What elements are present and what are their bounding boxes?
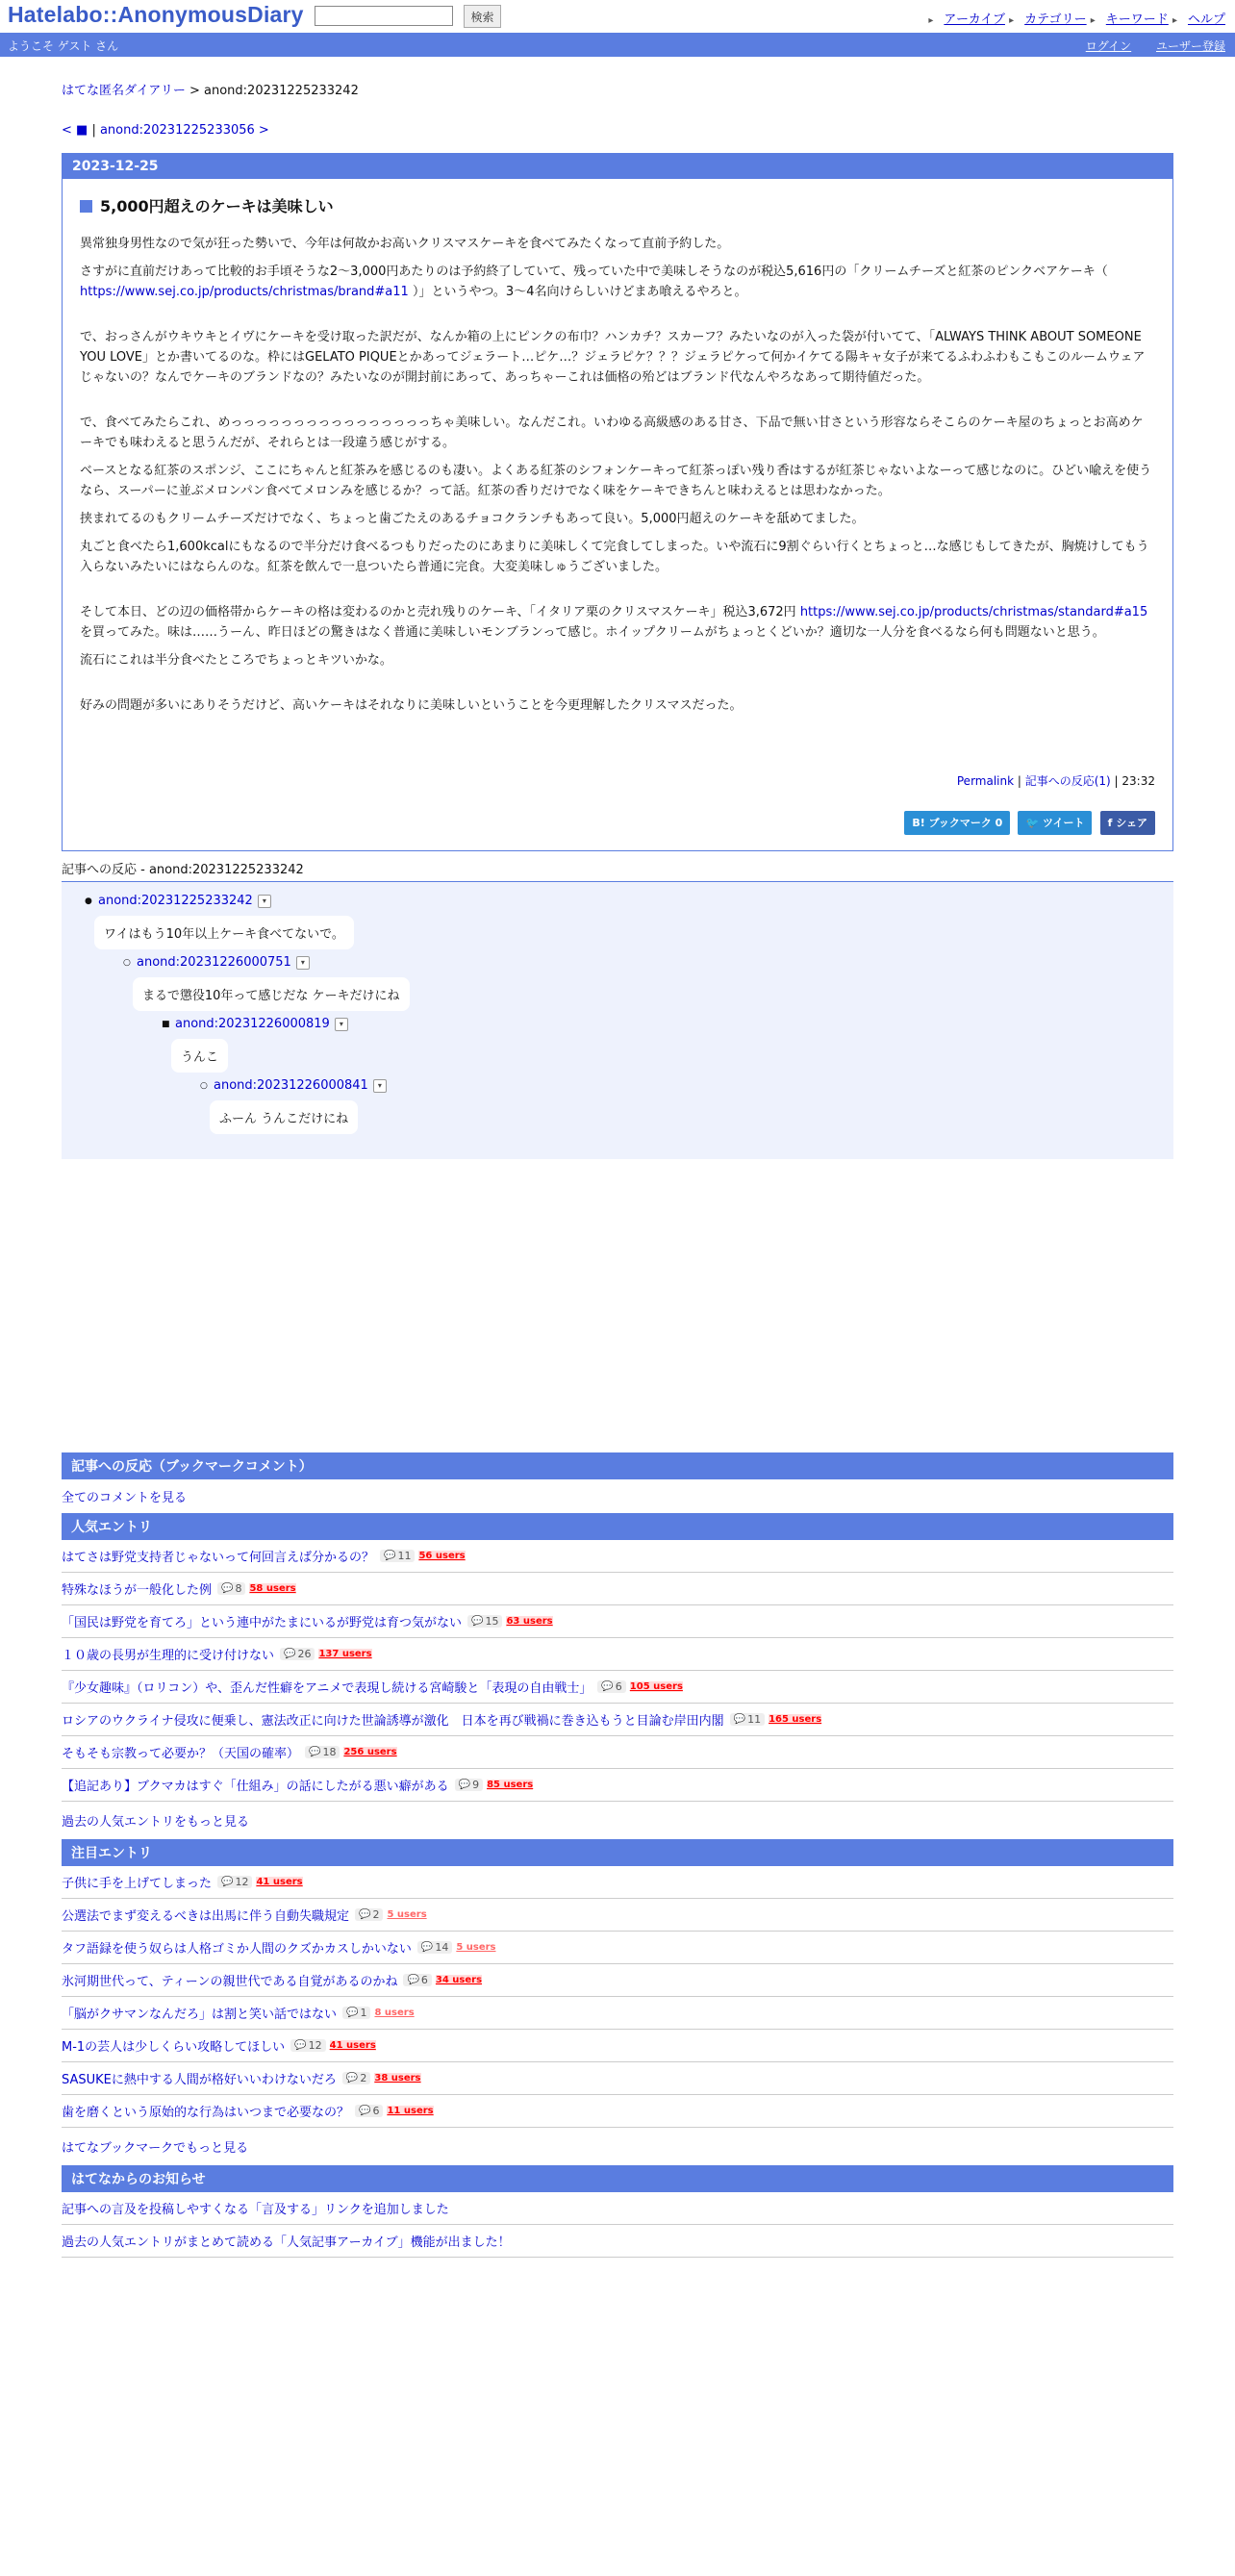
entry-paragraph: 異常独身男性なので気が狂った勢いで、今年は何故かお高いクリスマスケーキを食べてみたくなって直前予約した。 (80, 237, 730, 251)
twitter-icon: 🐦 (1025, 817, 1043, 829)
top-nav (928, 9, 1225, 27)
comment-count[interactable] (217, 1876, 252, 1888)
entry-row (62, 2030, 1173, 2062)
news-row (62, 2225, 1173, 2258)
comment-icon: 💬 (471, 1616, 484, 1627)
entry-paragraph: 挟まれてるのもクリームチーズだけでなく、ちょっと歯ごたえのあるチョコクランチもあって良い。5,000円超えのケーキを舐めてました。 (80, 512, 865, 526)
entry-title (80, 196, 1155, 216)
comment-count-value: 11 (747, 1713, 762, 1726)
popular-more-link[interactable]: 過去の人気エントリをもっと見る (62, 1815, 250, 1830)
pager-separator: | (88, 123, 100, 138)
reaction-tree (62, 882, 1173, 1159)
reaction-text: ふーん うんこだけにね (210, 1100, 358, 1134)
entry-url-link[interactable]: https://www.sej.co.jp/products/christmas/brand#a11 (80, 285, 409, 299)
entry-pager (62, 123, 1173, 138)
entry-paragraph: さすがに直前だけあって比較的お手頃そうな2〜3,000円あたりのは予約終了していて、残っていた中で美味しそうなのが税込5,616円の「クリームチーズと紅茶のピンクベアケーキ（ https://www.sej.co.jp/products/christmas/brand#a11 ）」というやつ。3〜4名向けらしいけどまあ喰えるやろと。 (80, 265, 1108, 299)
bookmark-users-count[interactable]: 5 users (387, 1909, 427, 1920)
news-list (62, 2192, 1173, 2258)
reactions-count-link[interactable]: 記事への反応(1) (1024, 774, 1111, 788)
news-link[interactable]: 記事への言及を投稿しやすくなる「言及する」リンクを追加しました (62, 2203, 449, 2217)
bookmark-users-count[interactable]: 85 users (487, 1780, 534, 1790)
comment-icon: 💬 (458, 1780, 471, 1790)
entry-time: 23:32 (1122, 774, 1155, 788)
entry-paragraph: で、食べてみたらこれ、めっっっっっっっっっっっっっっっっちゃ美味しい。なんだこれ。いわゆる高級感のある甘さ、下品で無い甘さという形容ならそこらのケーキ屋のちょっとお高めケーキでも味わえると思うんだが、それらとは一段違う感じがする。 (80, 416, 1144, 450)
arrow-icon: ▸ (1090, 15, 1096, 26)
comment-count[interactable] (380, 1550, 415, 1562)
expand-toggle-icon[interactable]: ▾ (373, 1079, 387, 1093)
comment-count[interactable] (217, 1582, 245, 1595)
breadcrumb (62, 80, 1173, 98)
comment-icon: 💬 (309, 1747, 321, 1757)
comment-count[interactable] (597, 1680, 625, 1693)
entry-title-link[interactable]: 「脳がクサマンなんだろ」は割と笑い話ではない (62, 2008, 338, 2022)
entry-row (62, 1866, 1173, 1899)
nav-archive[interactable]: アーカイブ (944, 13, 1005, 27)
main-content (62, 57, 1173, 2258)
entry-text (80, 234, 1155, 716)
reaction-node (162, 1017, 1173, 1078)
facebook-share-button[interactable] (1100, 811, 1155, 835)
comment-icon: 💬 (359, 2106, 371, 2116)
comment-icon: 💬 (384, 1551, 396, 1561)
popular-list (62, 1540, 1173, 1802)
comment-count-value: 6 (615, 1680, 622, 1693)
comment-count-value: 1 (360, 2007, 367, 2019)
entry-title-link[interactable]: そもそも宗教って必要か？（天国の確率） (62, 1747, 300, 1761)
breadcrumb-separator: > (185, 84, 205, 98)
paragraph-spacer (80, 585, 1155, 602)
entry-row (62, 1671, 1173, 1704)
comment-count-value: 26 (297, 1648, 312, 1660)
bullet-icon: ● (85, 896, 92, 906)
fb-label: シェア (1116, 817, 1147, 829)
bookmark-users-count[interactable]: 58 users (249, 1583, 296, 1594)
reaction-node-head (162, 1017, 1173, 1031)
all-comments-row (62, 1479, 1173, 1513)
comment-count[interactable] (730, 1713, 765, 1726)
comment-icon: 💬 (221, 1877, 234, 1887)
comment-count-value: 6 (372, 2105, 380, 2117)
entry-row (62, 1573, 1173, 1605)
nav-help[interactable]: ヘルプ (1187, 13, 1225, 27)
popular-heading: 人気エントリ (62, 1513, 1173, 1540)
news-link[interactable]: 過去の人気エントリがまとめて読める「人気記事アーカイブ」機能が出ました！ (62, 2235, 511, 2250)
comment-count[interactable] (403, 1974, 431, 1986)
entry-title-link[interactable]: 子供に手を上げてしまった (62, 1877, 213, 1891)
paragraph-spacer (80, 395, 1155, 413)
entry-row (62, 1704, 1173, 1736)
comment-count[interactable] (467, 1615, 502, 1628)
bookmark-users-count[interactable]: 41 users (256, 1877, 303, 1887)
paragraph-spacer (80, 310, 1155, 327)
entry-row (62, 2062, 1173, 2095)
tweet-button[interactable] (1018, 811, 1092, 835)
comment-count-value: 8 (235, 1582, 242, 1595)
expand-toggle-icon[interactable]: ▾ (258, 895, 271, 908)
entry-title-link[interactable]: M-1の芸人は少しくらい攻略してほしい (62, 2040, 286, 2055)
news-row (62, 2192, 1173, 2225)
reaction-text: ワイはもう10年以上ケーキ食べてないで。 (94, 916, 354, 949)
arrow-icon: ▸ (1009, 15, 1015, 26)
all-comments-link[interactable]: 全てのコメントを見る (62, 1491, 188, 1505)
arrow-icon: ▸ (928, 15, 934, 26)
reaction-id-link[interactable]: anond:20231226000751 (137, 955, 291, 970)
expand-toggle-icon[interactable]: ▾ (296, 956, 310, 970)
entry-title-link[interactable]: 公選法でまず変えるべきは出馬に伴う自動失職規定 (62, 1909, 350, 1924)
comment-count[interactable] (342, 2072, 370, 2084)
entry-title-link[interactable]: １０歳の長男が生理的に受け付けない (62, 1649, 275, 1663)
entry-title-link[interactable]: 氷河期世代って、ティーンの親世代である自覚があるのかね (62, 1975, 398, 1989)
entry-title-text: 5,000円超えのケーキは美味しい (100, 197, 334, 215)
entry-row (62, 1997, 1173, 2030)
reaction-text: うんこ (171, 1039, 228, 1073)
comment-count[interactable] (417, 1941, 452, 1954)
prev-entry-link[interactable]: < ■ (62, 123, 88, 138)
reaction-node-head (200, 1078, 1173, 1093)
bookmark-users-count[interactable]: 8 users (374, 2008, 415, 2018)
entry-paragraph: そして本日、どの辺の価格帯からケーキの格は変わるのかと売れ残りのケーキ、「イタリア栗のクリスマスケーキ」税込3,672円 https://www.sej.co.jp/products/christmas/standard#a15 を買ってみた。味は……うーん、昨日ほどの驚きはなく普通に美味しいモンブランって感じ。ホイップクリームがちょっとくどいか？適切な一人分を食べるなら何も問題ないと思う。 (80, 605, 1148, 640)
reaction-id-link[interactable]: anond:20231225233242 (98, 894, 253, 908)
reaction-id-link[interactable]: anond:20231226000841 (214, 1078, 368, 1093)
entry-title-link[interactable]: 『少女趣味』（ロリコン）や、歪んだ性癖をアニメで表現し続ける宮崎駿と「表現の自由戦士」 (62, 1681, 592, 1696)
comment-count-value: 15 (485, 1615, 499, 1628)
bookmark-users-count[interactable]: 105 users (629, 1681, 683, 1692)
entry-row (62, 1932, 1173, 1964)
nav-keyword[interactable]: キーワード (1105, 13, 1169, 27)
entry-body (63, 179, 1172, 850)
notable-heading: 注目エントリ (62, 1839, 1173, 1866)
bullet-icon: ○ (200, 1080, 208, 1091)
reaction-node-head (85, 894, 1173, 908)
reaction-node (200, 1078, 1173, 1140)
entry-row (62, 1605, 1173, 1638)
entry-row (62, 1769, 1173, 1802)
news-heading: はてなからのお知らせ (62, 2165, 1173, 2192)
entry-row (62, 1540, 1173, 1573)
expand-toggle-icon[interactable]: ▾ (335, 1018, 348, 1031)
site-logo[interactable]: Hatelabo::AnonymousDiary (8, 2, 304, 27)
notable-more-link[interactable]: はてなブックマークでもっと見る (62, 2141, 249, 2156)
comment-count-value: 11 (397, 1550, 412, 1562)
comment-count[interactable] (305, 1746, 340, 1758)
paragraph-spacer (80, 678, 1155, 695)
breadcrumb-root-link[interactable]: はてな匿名ダイアリー (62, 84, 186, 98)
entry-row (62, 1638, 1173, 1671)
entry-row (62, 2095, 1173, 2128)
comment-icon: 💬 (733, 1714, 746, 1725)
comment-icon: 💬 (221, 1583, 234, 1594)
login-link[interactable]: ログイン (1085, 39, 1132, 53)
user-bar (0, 33, 1235, 57)
comment-count[interactable] (355, 2105, 383, 2117)
entry-paragraph: ベースとなる紅茶のスポンジ、ここにちゃんと紅茶みを感じるのも凄い。よくある紅茶のシフォンケーキって紅茶っぽい残り香はするが紅茶じゃないよなーって感じなのに。ひどい喩えを使うなら、スーパーに並ぶメロンパン食べてメロンみを感じるか？って話。紅茶の香りだけでなく味をケーキできちんと味わえるとは思わなかった。 (80, 464, 1152, 498)
bookmark-users-count[interactable]: 165 users (769, 1714, 822, 1725)
bookmark-users-count[interactable]: 63 users (506, 1616, 553, 1627)
entry-title-link[interactable]: 特殊なほうが一般化した例 (62, 1583, 213, 1598)
reaction-node (123, 955, 1173, 1017)
comment-icon: 💬 (420, 1942, 434, 1953)
bookmark-users-count[interactable]: 137 users (318, 1649, 372, 1659)
bookmark-users-count[interactable]: 56 users (418, 1551, 466, 1561)
notable-more-row (62, 2128, 1173, 2165)
entry-row (62, 1736, 1173, 1769)
comment-count-value: 2 (372, 1908, 380, 1921)
comment-icon: 💬 (601, 1681, 614, 1692)
bookmark-users-count[interactable]: 38 users (374, 2073, 421, 2084)
welcome-text: ようこそ ゲスト さん (8, 39, 119, 53)
entry-title-link[interactable]: タフ語録を使う奴らは人格ゴミか人間のクズかカスしかいない (62, 1942, 412, 1957)
popular-more-row (62, 1802, 1173, 1839)
comment-icon: 💬 (294, 2040, 307, 2051)
breadcrumb-current: anond:20231225233242 (204, 84, 359, 98)
comment-icon: 💬 (346, 2008, 359, 2018)
bookmark-users-count[interactable]: 34 users (435, 1975, 483, 1985)
comment-icon: 💬 (284, 1649, 296, 1659)
bullet-icon: ○ (123, 957, 131, 968)
comment-icon: 💬 (359, 1909, 371, 1920)
bullet-icon: ■ (162, 1019, 170, 1029)
hatena-bookmark-button[interactable]: B! ブックマーク 0 (904, 811, 1010, 835)
entry-paragraph: で、おっさんがウキウキとイヴにケーキを受け取った訳だが、なんか箱の上にピンクの布巾？ハンカチ？スカーフ？みたいなのが入った袋が付いてて、「ALWAYS THINK ABOUT SOMEONE YOU LOVE」とか書いてるのな。枠にはGELATO PIQUEとかあってジェラート…ピケ…？ジェラピケ？？？ジェラピケって何かイケてる陽キャ女子が来てるふわふわもこもこのルームウェアじゃないの？なんでケーキのブランドなの？みたいなのが開封前にあって、あっちゃーこれは価格の殆どはブランド代なんやろなあって期待値だった。 (80, 330, 1146, 385)
reaction-node (85, 894, 1173, 955)
share-row (80, 811, 1155, 835)
reaction-id-link[interactable]: anond:20231226000819 (175, 1017, 330, 1031)
register-link[interactable]: ユーザー登録 (1155, 39, 1225, 53)
entry-paragraph: 流石にこれは半分食べたところでちょっとキツいかな。 (80, 653, 392, 668)
entry-date: 2023-12-25 (63, 154, 1172, 179)
nav-category[interactable]: カテゴリー (1024, 13, 1087, 27)
comment-count[interactable] (280, 1648, 315, 1660)
bookmark-users-count[interactable]: 11 users (387, 2106, 434, 2116)
entry-row (62, 1899, 1173, 1932)
entry-title-link[interactable]: ロシアのウクライナ侵攻に便乗し、憲法改正に向けた世論誘導が激化 日本を再び戦禍に巻き込もうと目論む岸田内閣 (62, 1714, 724, 1729)
comment-count-value: 12 (308, 2039, 322, 2052)
entry-title-link[interactable]: SASUKEに熱中する人間が格好いいわけないだろ (62, 2073, 337, 2087)
comment-icon: 💬 (407, 1975, 419, 1985)
facebook-icon: f (1107, 817, 1117, 829)
tweet-label: ツイート (1043, 817, 1085, 829)
bookmark-users-count[interactable]: 256 users (343, 1747, 397, 1757)
comment-count[interactable] (290, 2039, 325, 2052)
comment-count[interactable] (355, 1908, 383, 1921)
search-input[interactable] (315, 6, 453, 26)
bookmark-users-count[interactable]: 5 users (456, 1942, 496, 1953)
reactions-label: 記事への反応 - anond:20231225233242 (62, 859, 1173, 882)
comment-count-value: 12 (235, 1876, 249, 1888)
comment-count-value: 18 (322, 1746, 337, 1758)
search-button[interactable]: 検索 (464, 5, 501, 28)
entry-url-link[interactable]: https://www.sej.co.jp/products/christmas/standard#a15 (799, 605, 1148, 619)
comment-count[interactable] (455, 1779, 483, 1791)
notable-list (62, 1866, 1173, 2128)
arrow-icon: ▸ (1172, 15, 1177, 26)
comment-count-value: 6 (420, 1974, 428, 1986)
entry-paragraph: 丸ごと食べたら1,600kcalにもなるので半分だけ食べるつもりだったのにあまりに美味しくて完食してしまった。いや流石に9割ぐらい行くとちょっと…な感じもしてきたが、胸焼けしてもう入らないみたいにはならんのな。紅茶を飲んで一息ついたら普通に完食。大変美味しゅうございました。 (80, 540, 1149, 574)
entry-title-link[interactable]: 【追記あり】ブクマカはすぐ「仕組み」の話にしたがる悪い癖がある (62, 1780, 449, 1794)
comment-count-value: 9 (472, 1779, 480, 1791)
site-header (0, 0, 1235, 33)
reaction-node-head (123, 955, 1173, 970)
title-square-icon (80, 200, 92, 213)
entry-title-link[interactable]: 「国民は野党を育てろ」という連中がたまにいるが野党は育つ気がない (62, 1616, 463, 1630)
permalink[interactable]: Permalink (956, 774, 1015, 788)
comment-count-value: 2 (360, 2072, 367, 2084)
reaction-text: まるで懲役10年って感じだな ケーキだけにね (133, 977, 410, 1011)
bookmark-users-count[interactable]: 41 users (329, 2040, 376, 2051)
entry-title-link[interactable]: 歯を磨くという原始的な行為はいつまで必要なの？ (62, 2106, 350, 2120)
entry-paragraph: 好みの問題が多いにありそうだけど、高いケーキはそれなりに美味しいということを今更理解したクリスマスだった。 (80, 698, 743, 713)
comment-icon: 💬 (345, 2073, 359, 2084)
bookmark-comments-heading: 記事への反応（ブックマークコメント） (62, 1452, 1173, 1479)
entry-row (62, 1964, 1173, 1997)
comment-count-value: 14 (435, 1941, 449, 1954)
user-nav (1065, 38, 1225, 54)
entry-footer: Permalink | 記事への反応(1) | 23:32 (956, 774, 1155, 788)
entry-section (62, 153, 1173, 851)
next-entry-link[interactable]: anond:20231225233056 > (99, 123, 269, 138)
entry-title-link[interactable]: はてさは野党支持者じゃないって何回言えば分かるの？ (62, 1551, 375, 1565)
comment-count[interactable] (342, 2007, 370, 2019)
